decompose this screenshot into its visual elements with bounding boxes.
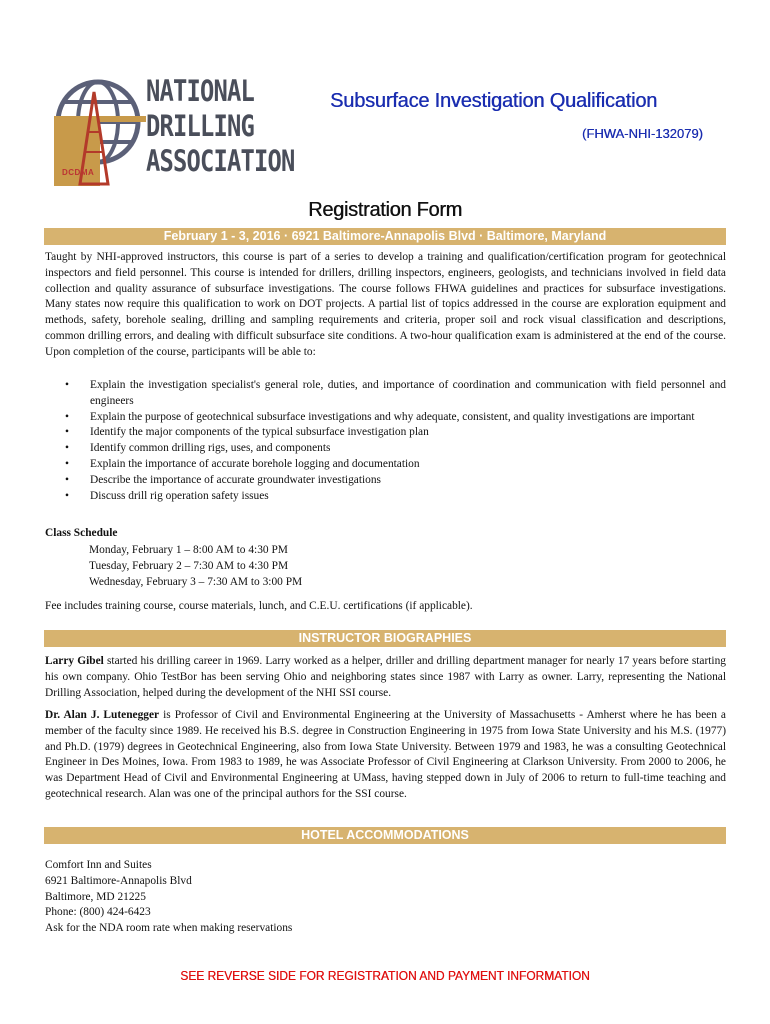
hotel-line: Comfort Inn and Suites <box>45 859 152 871</box>
hotel-line: Ask for the NDA room rate when making reservations <box>45 922 293 935</box>
bullet-icon: • <box>65 379 69 391</box>
logo-wordmark: NATIONAL DRILLING ASSOCIATION <box>146 74 295 178</box>
hotel-info <box>45 858 292 937</box>
objectives-list <box>45 378 726 504</box>
nda-logo <box>50 72 295 190</box>
list-item: • Discuss drill rig operation safety issues <box>45 489 726 505</box>
list-item: • Explain the purpose of geotechnical subsurface investigations and why adequate, consistent, and quality investigations are important <box>45 410 726 426</box>
instructor-name: Larry Gibel <box>45 655 104 667</box>
schedule-day: Monday, February 1 – 8:00 AM to 4:30 PM <box>89 544 288 556</box>
course-code: (FHWA-NHI-132079) <box>582 126 703 141</box>
schedule-heading: Class Schedule <box>45 527 118 539</box>
hotel-line: Phone: (800) 424-6423 <box>45 906 151 919</box>
list-item: • Explain the investigation specialist's general role, duties, and importance of coordination and communication with field personnel and engineers <box>65 379 726 407</box>
instructor-name: Dr. Alan J. Lutenegger <box>45 709 160 721</box>
list-item: • Describe the importance of accurate groundwater investigations <box>45 473 726 489</box>
course-title: Subsurface Investigation Qualification <box>330 90 658 112</box>
course-description: Taught by NHI-approved instructors, this course is part of a series to develop a training and qualification/certification program for geotechnical inspectors and field personnel. This course is intended for drillers, drilling inspectors, engineers, geologists, and technicians involved in field data collection and quality assurance of subsurface investigations. The course follows FHWA guidelines and practices for subsurface investigations. Many states now require this qualification to work on DOT projects. A partial list of topics addressed in the course are exploration equipment and methods, safety, borehole sealing, drilling and sampling requirements and criteria, proper soil and rock visual classification and descriptions, common drilling errors, and dealing with difficult subsurface site conditions. A two-hour qualification exam is administered at the end of the course. Upon completion of the course, participants will be able to: <box>45 251 726 358</box>
bullet-icon: • <box>65 457 69 470</box>
schedule-day: Wednesday, February 3 – 7:30 AM to 3:00 PM <box>89 575 303 588</box>
instructor-bio: Larry Gibel started his drilling career in 1969. Larry worked as a helper, driller and drilling department manager for nearly 17 years before starting his own company. Ohio TestBor has been serving Ohio and neighboring states since 1987 with Larry as owner. Larry, representing the National Drilling Association, helped during the development of the NHI SSI course. <box>45 655 726 699</box>
hotel-accommodations-banner: HOTEL ACCOMMODATIONS <box>44 827 726 844</box>
bullet-icon: • <box>65 426 69 439</box>
bullet-icon: • <box>65 410 69 423</box>
bullet-icon: • <box>65 442 69 455</box>
hotel-line: Baltimore, MD 21225 <box>45 890 146 903</box>
bullet-icon: • <box>65 473 69 486</box>
reverse-side-notice: SEE REVERSE SIDE FOR REGISTRATION AND PAYMENT INFORMATION <box>180 968 590 983</box>
logo-dcdma-label: DCDMA <box>62 168 95 177</box>
event-banner: February 1 - 3, 2016 · 6921 Baltimore-Annapolis Blvd · Baltimore, Maryland <box>44 228 726 245</box>
hotel-line: 6921 Baltimore-Annapolis Blvd <box>45 874 192 887</box>
form-title: Registration Form <box>308 199 462 221</box>
list-item: • Explain the importance of accurate borehole logging and documentation <box>45 457 726 473</box>
schedule-list <box>89 543 302 590</box>
instructor-bio: Dr. Alan J. Lutenegger is Professor of Civil and Environmental Engineering at the University of Massachusetts - Amherst where he has been a member of the faculty since 1989. He received his B.S. degree in Construction Engineering in 1975 from Iowa State University and his M.S. (1977) and Ph.D. (1979) degrees in Geotechnical Engineering, also from Iowa State University. Between 1979 and 1983, he was a consulting Geotechnical Engineer in Des Moines, Iowa. From 1983 to 1989, he was Associate Professor of Civil Engineering at Clarkson University. From 2000 to 2006, he was Department Head of Civil and Environmental Engineering at UMass, having stepped down in July of 2006 to return to full-time teaching and geotechnical research. Alan was one of the principal authors for the SSI course. <box>45 709 726 800</box>
bullet-icon: • <box>65 489 69 502</box>
list-item: • Identify common drilling rigs, uses, and components <box>45 441 726 457</box>
instructor-biographies-banner: INSTRUCTOR BIOGRAPHIES <box>44 630 726 647</box>
schedule-day: Tuesday, February 2 – 7:30 AM to 4:30 PM <box>89 559 289 572</box>
list-item: • Identify the major components of the typical subsurface investigation plan <box>45 425 726 441</box>
fee-note: Fee includes training course, course materials, lunch, and C.E.U. certifications (if applicable). <box>45 600 473 612</box>
